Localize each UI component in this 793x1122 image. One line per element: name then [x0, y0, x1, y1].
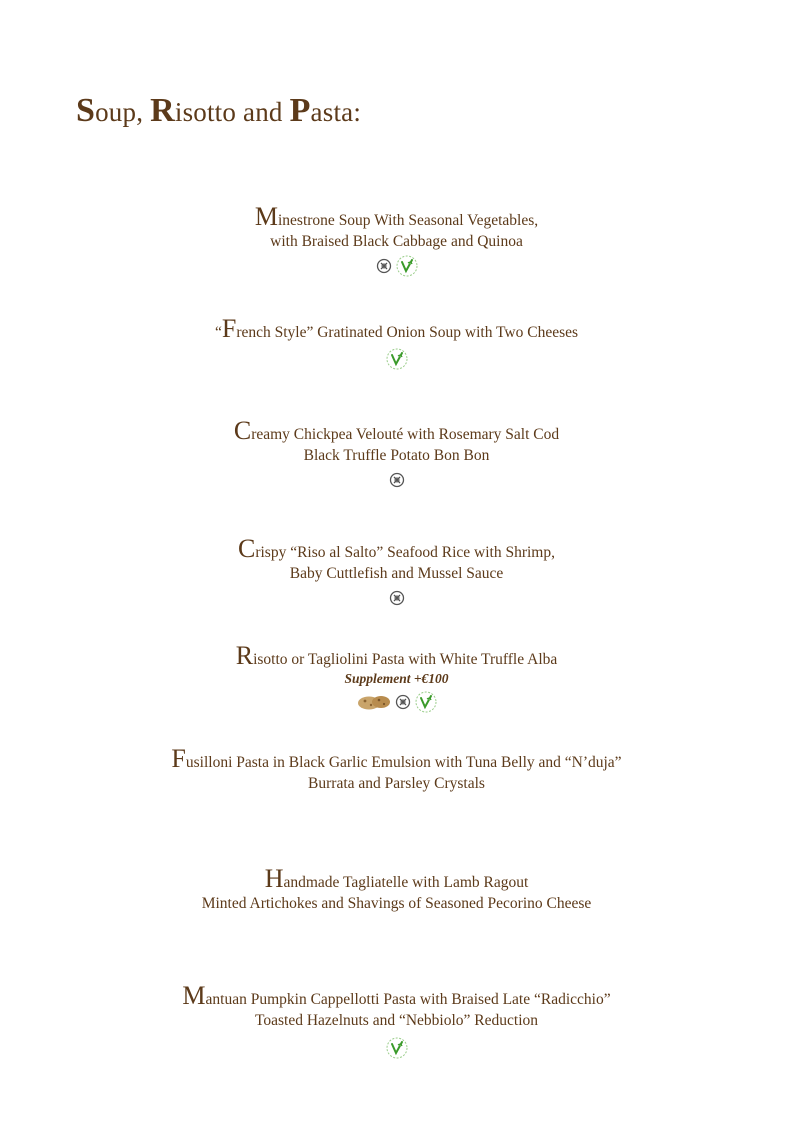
item-name [0, 204, 793, 231]
vegetarian-icon [386, 348, 408, 370]
supplement-price: Supplement +€100 [344, 671, 449, 686]
item-icons [0, 468, 793, 492]
item-description: Black Truffle Potato Bon Bon [303, 447, 490, 464]
gluten-free-icon [389, 472, 405, 488]
item-name-text: rispy “Riso al Salto” Seafood Rice with Shrimp, [255, 544, 555, 561]
menu-item-tagliatelle [0, 866, 793, 914]
item-name-text: rench Style” Gratinated Onion Soup with Two Cheeses [236, 324, 579, 341]
item-initial: F [171, 744, 186, 773]
item-name [0, 643, 793, 670]
item-name [0, 316, 793, 343]
item-prefix: “ [214, 324, 222, 341]
item-initial: H [264, 864, 284, 893]
menu-item-fusilloni [0, 746, 793, 794]
menu-item-cappellotti [0, 983, 793, 1060]
item-name-text: inestrone Soup With Seasonal Vegetables, [278, 212, 539, 229]
item-icons [0, 347, 793, 371]
item-name-text: antuan Pumpkin Cappellotti Pasta with Braised Late “Radicchio” [205, 991, 611, 1008]
gluten-free-icon [376, 258, 392, 274]
item-initial: C [238, 534, 256, 563]
title-initial-r: R [150, 92, 175, 129]
item-initial: C [233, 416, 252, 445]
title-text-risotto: isotto and [174, 97, 290, 127]
item-name-text: isotto or Tagliolini Pasta with White Truffle Alba [253, 651, 558, 668]
item-icons [0, 1036, 793, 1060]
gluten-free-icon [389, 590, 405, 606]
item-icons [0, 586, 793, 610]
menu-item-chickpea-veloute [0, 418, 793, 492]
item-description: Minted Artichokes and Shavings of Seasoned Pecorino Cheese [201, 895, 592, 912]
section-title [76, 92, 361, 130]
item-icons [0, 254, 793, 278]
item-initial: R [235, 641, 254, 670]
title-text-soup: oup, [95, 97, 151, 127]
menu-item-onion-soup [0, 316, 793, 371]
gluten-free-icon [395, 694, 411, 710]
item-name [0, 746, 793, 773]
item-name-text: reamy Chickpea Velouté with Rosemary Salt Cod [251, 426, 560, 443]
item-name-text: usilloni Pasta in Black Garlic Emulsion with Tuna Belly and “N’duja” [185, 754, 622, 771]
item-initial: M [254, 202, 278, 231]
vegetarian-icon [396, 255, 418, 277]
item-name-text: andmade Tagliatelle with Lamb Ragout [283, 874, 529, 891]
item-initial: M [182, 981, 206, 1010]
truffle-icon [357, 693, 391, 711]
menu-item-riso-al-salto [0, 536, 793, 610]
title-initial-s: S [76, 92, 96, 129]
item-icons [0, 690, 793, 714]
item-name [0, 866, 793, 893]
item-description: Burrata and Parsley Crystals [308, 775, 485, 792]
item-initial: F [221, 314, 237, 343]
menu-item-minestrone [0, 204, 793, 278]
title-text-pasta: asta: [310, 97, 362, 127]
item-name [0, 536, 793, 563]
item-description: with Braised Black Cabbage and Quinoa [270, 233, 523, 250]
item-name [0, 983, 793, 1010]
vegetarian-icon [415, 691, 437, 713]
item-name [0, 418, 793, 445]
item-description: Baby Cuttlefish and Mussel Sauce [289, 565, 504, 582]
title-initial-p: P [289, 92, 311, 129]
menu-item-white-truffle [0, 643, 793, 714]
vegetarian-icon [386, 1037, 408, 1059]
item-description: Toasted Hazelnuts and “Nebbiolo” Reduction [255, 1012, 538, 1029]
